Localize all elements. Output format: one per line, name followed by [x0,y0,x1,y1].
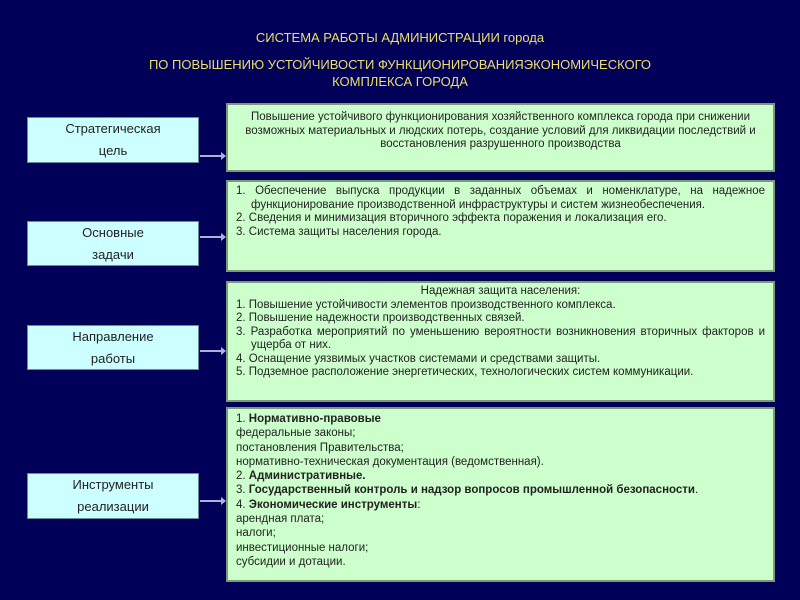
punct: : [417,498,421,511]
label-line: Инструменты [72,477,154,492]
label-line: Направление [72,328,154,344]
label-line: Основные [82,224,144,240]
goal-box [226,103,775,172]
tool-line: постановления Правительства; [236,441,404,454]
direction-item: 4. Оснащение уязвимых участков системами и средствами защиты. [236,352,601,365]
arrow-icon [200,236,224,238]
label-line: цель [98,143,128,158]
label-line: задачи [92,246,134,262]
goal-text: Повышение устойчивого функционирования хозяйственного комплекса города при снижении возможных материальных и людских потерь, создание условий для ликвидации последствий и восстановления разрушенного производства [245,111,756,150]
direction-item: 1. Повышение устойчивости элементов производственного комплекса. [236,298,616,311]
task-item: 1. Обеспечение выпуска продукции в заданных объемах и номенклатуре, на надежное функционирование производственной инфраструктуры и систем жизнеобеспечения. [236,185,765,211]
tool-line: инвестиционные налоги; [236,541,369,554]
num: 4. [236,498,249,511]
tool-line: субсидии и дотации. [236,555,346,568]
label-work-direction [27,325,199,370]
task-item: 2. Сведения и минимизация вторичного эффекта поражения и локализация его. [236,212,667,224]
label-line: реализации [77,499,149,514]
num: 3. [236,484,249,497]
tasks-box [226,180,775,272]
label-instruments [27,473,199,519]
tool-line: налоги; [236,527,276,540]
direction-item: 5. Подземное расположение энергетических, технологических систем коммуникации. [236,366,694,378]
title-line-1: СИСТЕМА РАБОТЫ АДМИНИСТРАЦИИ города [255,30,545,45]
tool-heading [236,412,765,426]
tool-heading-text: Административные. [248,470,366,483]
tool-heading-text: Экономические инструменты [248,498,418,511]
title-line-3: КОМПЛЕКСА ГОРОДА [332,74,468,89]
directions-heading: Надежная защита населения: [420,285,581,297]
punct: . [695,484,699,497]
tool-heading [236,483,765,497]
tool-heading-text: Нормативно-правовые [248,413,381,425]
title-line-2: ПО ПОВЫШЕНИЮ УСТОЙЧИВОСТИ ФУНКЦИОНИРОВАНИЯЭКОНОМИЧЕСКОГО [148,57,652,72]
label-strategic-goal [27,117,199,163]
tool-line: нормативно-техническая документация (ведомственная). [236,455,544,468]
arrow-icon [200,350,224,352]
tool-line: арендная плата; [236,513,325,526]
num: 1. [236,413,249,425]
label-line: Стратегическая [65,121,161,136]
instruments-box [226,407,775,582]
arrow-icon [200,500,224,502]
arrow-icon [200,155,224,157]
num: 2. [236,470,249,483]
directions-box [226,281,775,402]
tool-heading [236,469,765,483]
direction-item: 3. Разработка мероприятий по уменьшению вероятности возникновения вторичных факторов и ущерба от них. [236,325,765,351]
tool-line: федеральные законы; [236,427,356,440]
label-line: работы [90,350,136,366]
label-main-tasks [27,221,199,266]
tool-heading [236,498,765,512]
tool-heading-text: Государственный контроль и надзор вопросов промышленной безопасности [248,484,695,497]
task-item: 3. Система защиты населения города. [236,225,442,238]
direction-item: 2. Повышение надежности производственных связей. [236,312,525,324]
